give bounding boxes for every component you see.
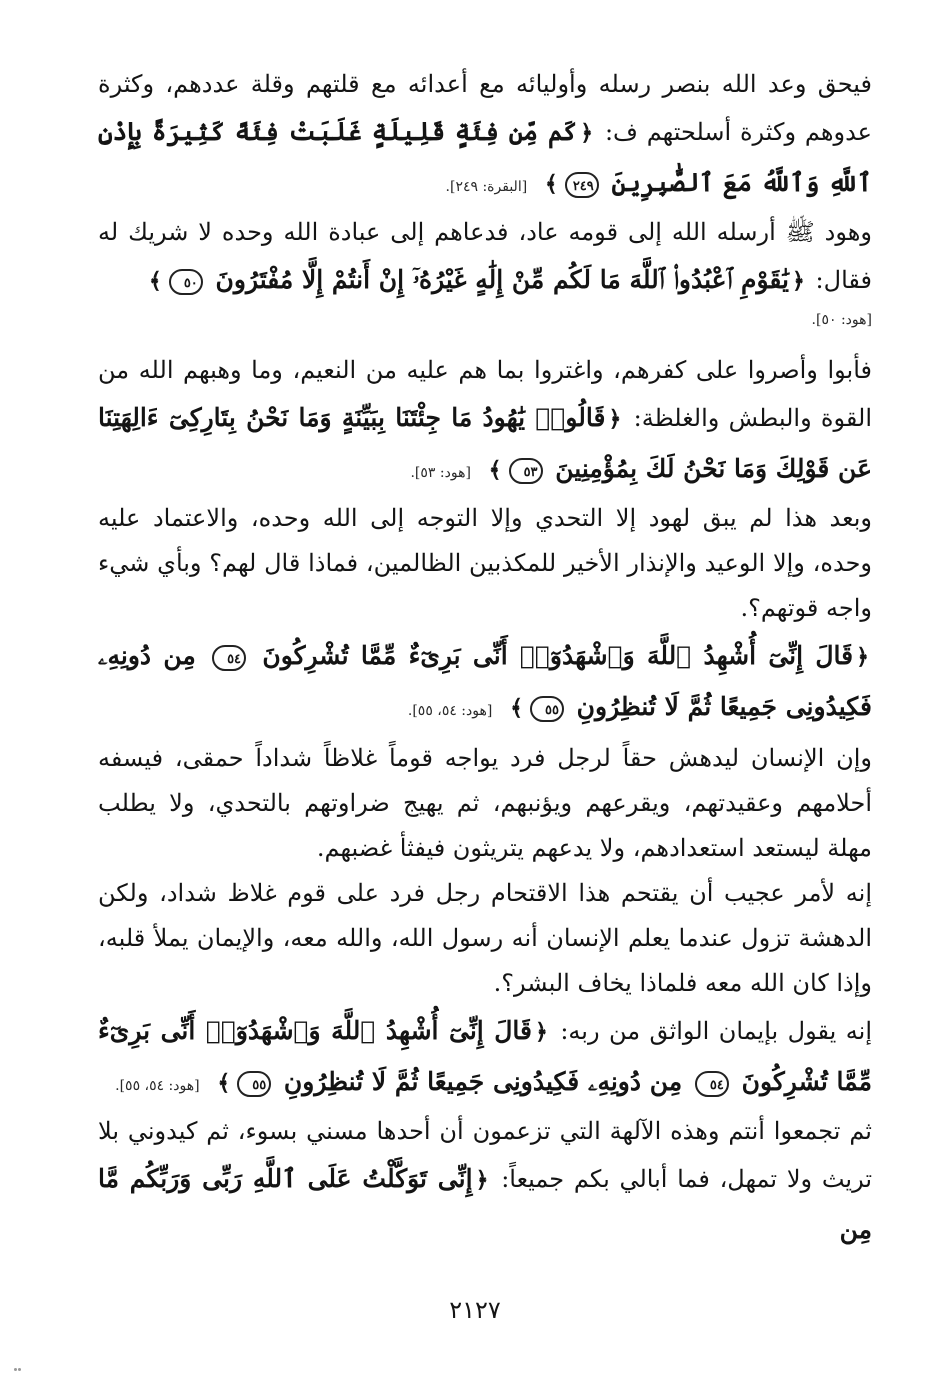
ayah-number-marker: ٢٤٩ <box>565 172 599 198</box>
verse-reference: [هود: ٥٤، ٥٥]. <box>115 1078 200 1094</box>
ayah-number-marker: ٥٠ <box>169 269 203 295</box>
quran-verse <box>146 265 808 294</box>
scan-speck <box>18 1368 21 1371</box>
quote-close-bracket: ﴾ <box>217 1070 231 1096</box>
verse-text: يَٰقَوْمِ ٱعْبُدُوا۟ ٱللَّهَ مَا لَكُم مِّنْ إِلَٰهٍ غَيْرُهُۥٓ إِنْ أَنتُمْ إِلَّا مُفْتَرُونَ <box>215 265 790 294</box>
paragraph <box>98 348 872 496</box>
verse-text: كَم مِّن فِئَةٍ قَلِيلَةٍ غَلَبَتْ فِئَةً كَثِيرَةً بِإِذْنِ ٱللَّهِ وَٱللَّهُ مَعَ ٱلصَّٰبِرِينَ <box>98 117 872 197</box>
quran-verse-block <box>98 631 872 736</box>
ayah-number-marker: ٥٣ <box>509 458 543 484</box>
verse-reference: [هود: ٥٣]. <box>410 465 471 481</box>
paragraph <box>98 210 872 306</box>
paragraph <box>98 1109 872 1254</box>
paragraph-text: فيحق وعد الله بنصر رسله وأوليائه مع أعدائه مع قلتهم وقلة عددهم، وكثرة عدوهم وكثرة أسلحتهم ف: <box>98 70 872 146</box>
scan-speck <box>14 1368 17 1371</box>
paragraph <box>98 871 872 1006</box>
verse-text: قَالَ إِنِّىٓ أُشْهِدُ ٱللَّهَ وَٱشْهَدُوٓا۟ أَنِّى بَرِىٓءٌ مِّمَّا تُشْرِكُونَ <box>98 1016 872 1096</box>
verse-reference: [البقرة: ٢٤٩]. <box>445 179 528 195</box>
ayah-number-marker: ٥٤ <box>695 1071 729 1097</box>
paragraph-text: وهود ﷺ أرسله الله إلى قومه عاد، فدعاهم إلى عبادة الله وحده لا شريك له فقال: <box>98 218 872 294</box>
paragraph <box>98 496 872 631</box>
quote-close-bracket: ﴾ <box>510 695 523 721</box>
paragraph-text: ثم تجمعوا أنتم وهذه الآلهة التي تزعمون أن أحدها مسني بسوء، ثم كيدوني بلا تريث ولا تمهل، فما أبالي بكم جميعاً: <box>98 1117 873 1193</box>
paragraph-text: إنه يقول بإيمان الواثق من ربه: <box>560 1017 872 1045</box>
paragraph-text: إنه لأمر عجيب أن يقتحم هذا الاقتحام رجل فرد على قوم غلاظ شداد، ولكن الدهشة تزول عندما يعلم الإنسان أنه رسول الله، والله معه، والإيمان يملأ قلبه، وإذا كان الله معه فلماذا يخاف البشر؟. <box>98 879 873 997</box>
paragraph-text: وبعد هذا لم يبق لهود إلا التحدي وإلا التوجه إلى الله وحده، والاعتماد عليه وحده، وإلا الوعيد والإنذار الأخير للمكذبين الظالمين، فماذا قال لهم؟ وبأي شيء واجه قوتهم؟. <box>98 504 872 622</box>
quote-open-bracket: ﴿ <box>608 406 622 432</box>
paragraph <box>98 1006 872 1109</box>
quote-open-bracket: ﴿ <box>534 1019 548 1045</box>
quote-open-bracket: ﴿ <box>856 644 869 670</box>
quote-close-bracket: ﴾ <box>148 268 162 294</box>
verse-text: قَالُوا۟ يَٰهُودُ مَا جِئْتَنَا بِبَيِّنَةٍ وَمَا نَحْنُ بِتَارِكِىٓ ءَالِهَتِنَا عَن قَوْلِكَ وَمَا نَحْنُ لَكَ بِمُؤْمِنِينَ <box>98 403 872 483</box>
paragraph-text: فأبوا وأصروا على كفرهم، واغتروا بما هم عليه من النعيم، وما وهبهم الله من القوة والبطش والغلظة: <box>98 356 872 432</box>
verse-reference: [هود: ٥٤، ٥٥]. <box>407 703 493 719</box>
ayah-number-marker: ٥٥ <box>237 1071 271 1097</box>
paragraph <box>98 736 872 871</box>
paragraph-text: وإن الإنسان ليدهش حقاً لرجل فرد يواجه قوماً غلاظاً شداداً حمقى، فيسفه أحلامهم وعقيدتهم، ويقرعهم ويؤنبهم، ثم يهيج ضراوتهم بالتحدي، ولا يطلب مهلة ليستعد استعدادهم، ولا يدعهم يتريثون فيفثأ غضبهم. <box>98 744 872 862</box>
ayah-number-marker: ٥٤ <box>212 645 246 671</box>
verse-reference: [هود: ٥٠]. <box>811 312 872 328</box>
quote-close-bracket: ﴾ <box>488 457 502 483</box>
verse-text: مِن دُونِهِۦ فَكِيدُونِى جَمِيعًا ثُمَّ لَا تُنظِرُونِ <box>283 1067 683 1096</box>
quote-open-bracket: ﴿ <box>475 1167 489 1193</box>
page-number: ٢١٢٧ <box>449 1296 501 1324</box>
quote-open-bracket: ﴿ <box>580 120 594 146</box>
quote-close-bracket: ﴾ <box>544 171 558 197</box>
page-body <box>98 62 872 1254</box>
quote-open-bracket: ﴿ <box>792 268 805 294</box>
verse-text: قَالَ إِنِّىٓ أُشْهِدُ ٱللَّهَ وَٱشْهَدُوٓا۟ أَنِّى بَرِىٓءٌ مِّمَّا تُشْرِكُونَ <box>262 641 854 670</box>
ayah-number-marker: ٥٥ <box>530 696 564 722</box>
verse-text: مِن دُونِهِۦ فَكِيدُونِى جَمِيعًا ثُمَّ لَا تُنظِرُونِ <box>98 641 872 721</box>
verse-text: إِنِّى تَوَكَّلْتُ عَلَى ٱللَّهِ رَبِّى وَرَبِّكُم مَّا مِن <box>98 1164 872 1244</box>
paragraph <box>98 62 872 210</box>
